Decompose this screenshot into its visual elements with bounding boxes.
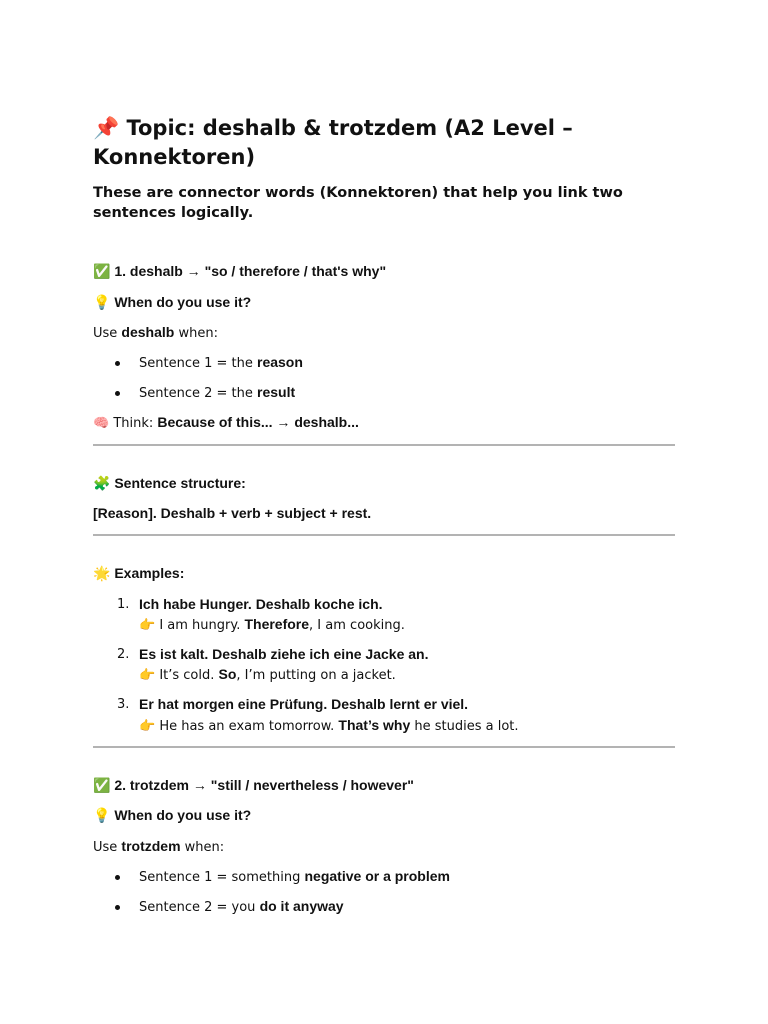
think-line: 🧠 Think: Because of this... → deshalb... <box>93 414 359 431</box>
example-english: 👉 I am hungry. Therefore, I am cooking. <box>139 616 405 633</box>
example-number: 3. <box>117 697 130 712</box>
example-number: 2. <box>117 647 130 662</box>
structure-heading: 🧩 Sentence structure: <box>93 475 246 491</box>
example-english: 👉 He has an exam tomorrow. That’s why he studies a lot. <box>139 717 519 734</box>
bullet-dot <box>115 391 120 396</box>
structure-formula: [Reason]. Deshalb + verb + subject + rest. <box>93 505 372 521</box>
bullet-dot <box>115 361 120 366</box>
list-item: Sentence 1 = the reason <box>139 354 303 371</box>
bullet-dot <box>115 875 120 880</box>
divider <box>93 444 675 446</box>
example-english: 👉 It’s cold. So, I’m putting on a jacket. <box>139 666 396 683</box>
when-heading-trotzdem: 💡 When do you use it? <box>93 807 252 823</box>
example-german: Ich habe Hunger. Deshalb koche ich. <box>139 596 383 612</box>
when-heading-deshalb: 💡 When do you use it? <box>93 294 252 310</box>
divider <box>93 746 675 748</box>
section-heading-deshalb: ✅ 1. deshalb → "so / therefore / that's why" <box>93 263 387 279</box>
use-line-deshalb: Use deshalb when: <box>93 324 218 341</box>
use-line-trotzdem: Use trotzdem when: <box>93 838 225 855</box>
list-item: Sentence 2 = you do it anyway <box>139 898 344 915</box>
section-heading-trotzdem: ✅ 2. trotzdem → "still / nevertheless / however" <box>93 777 414 793</box>
bullet-dot <box>115 905 120 910</box>
divider <box>93 534 675 536</box>
example-german: Er hat morgen eine Prüfung. Deshalb lernt er viel. <box>139 696 469 712</box>
list-item: Sentence 2 = the result <box>139 384 296 401</box>
list-item: Sentence 1 = something negative or a problem <box>139 868 450 885</box>
example-number: 1. <box>117 597 130 612</box>
page-subtitle: These are connector words (Konnektoren) that help you link two sentences logically. <box>93 185 623 221</box>
example-german: Es ist kalt. Deshalb ziehe ich eine Jacke an. <box>139 646 429 662</box>
examples-heading: 🌟 Examples: <box>93 565 185 581</box>
page-title: 📌 Topic: deshalb & trotzdem (A2 Level – Konnektoren) <box>93 116 573 169</box>
